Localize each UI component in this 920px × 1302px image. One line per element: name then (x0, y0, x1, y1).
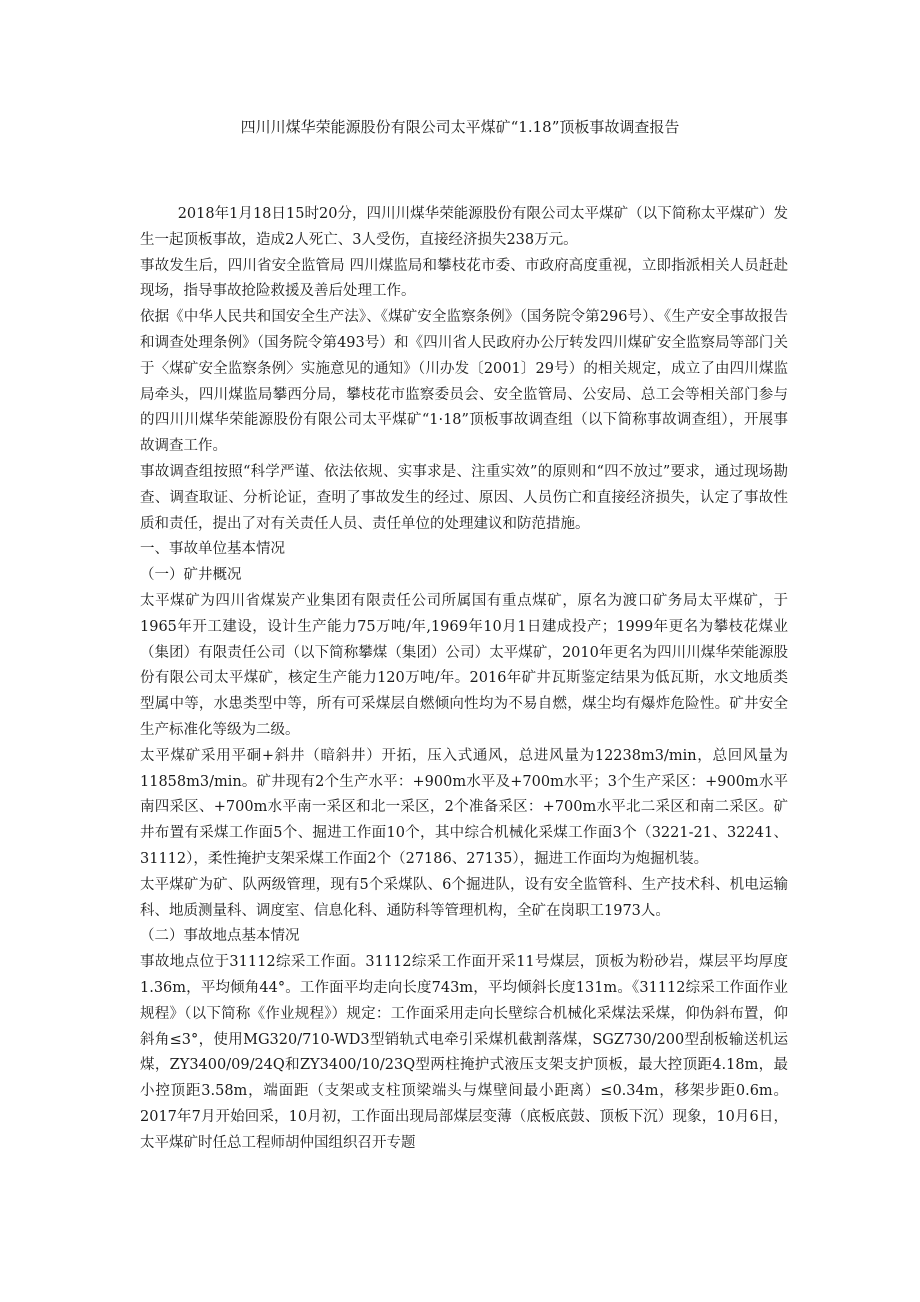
response-paragraph: 事故发生后，四川省安全监管局 四川煤监局和攀枝花市委、市政府高度重视，立即指派相关人员赶赴现场，指导事故抢险救援及善后处理工作。 (140, 257, 788, 300)
accident-site-paragraph: 事故地点位于31112综采工作面。31112综采工作面开采11号煤层，顶板为粉砂岩，煤层平均厚度1.36m，平均倾角44°。工作面平均走向长度743m，平均倾斜长度131m。《31112综采工作面作业规程》（以下简称《作业规程》）规定：工作面采用走向长壁综合机械化采煤法采煤，仰伪斜布置，仰斜角≤3°，使用MG320/710-WD3型销轨式电牵引采煤机截割落煤，SGZ730/200型刮板输送机运煤，ZY3400/09/24Q和ZY3400/10/23Q型两柱掩护式液压支架支护顶板，最大控顶距4.18m，最小控顶距3.58m，端面距（支架或支柱顶梁端头与煤壁间最小距离）≤0.34m，移架步距0.6m。2017年7月开始回采，10月初，工作面出现局部煤层变薄（底板底鼓、顶板下沉）现象，10月6日，太平煤矿时任总工程师胡仲国组织召开专题 (140, 954, 788, 1151)
subsection-heading: （二）事故地点基本情况 (140, 928, 300, 945)
legal-basis-paragraph: 依据《中华人民共和国安全生产法》、《煤矿安全监察条例》（国务院令第296号）、《生产安全事故报告和调查处理条例》（国务院令第493号）和《四川省人民政府办公厅转发四川煤矿安全监察局等部门关于〈煤矿安全监察条例〉实施意见的通知》（川办发〔2001〕29号）的相关规定，成立了由四川煤监局牵头，四川煤监局攀西分局，攀枝花市监察委员会、安全监管局、公安局、总工会等相关部门参与的四川川煤华荣能源股份有限公司太平煤矿“1·18”顶板事故调查组（以下简称事故调查组），开展事故调查工作。 (140, 309, 788, 455)
mine-management-paragraph: 太平煤矿为矿、队两级管理，现有5个采煤队、6个掘进队，设有安全监管科、生产技术科、机电运输科、地质测量科、调度室、信息化科、通防科等管理机构，全矿在岗职工1973人。 (140, 876, 788, 919)
investigation-paragraph: 事故调查组按照“科学严谨、依法依规、实事求是、注重实效”的原则和“四不放过”要求，通过现场勘查、调查取证、分析论证，查明了事故发生的经过、原因、人员伤亡和直接经济损失，认定了事故性质和责任，提出了对有关责任人员、责任单位的处理建议和防范措施。 (140, 463, 788, 532)
subsection-heading: （一）矿井概况 (140, 567, 242, 584)
mine-development-paragraph: 太平煤矿采用平硐+斜井（暗斜井）开拓，压入式通风，总进风量为12238m3/min，总回风量为11858m3/min。矿井现有2个生产水平：+900m水平及+700m水平；3个生产采区：+900m水平南四采区、+700m水平南一采区和北一采区，2个准备采区：+700m水平北二采区和南二采区。矿井布置有采煤工作面5个、掘进工作面10个，其中综合机械化采煤工作面3个（3221-21、32241、31112），柔性掩护支架采煤工作面2个（27186、27135），掘进工作面均为炮掘机装。 (140, 747, 788, 867)
report-body (140, 202, 788, 1156)
intro-paragraph: 2018年1月18日15时20分，四川川煤华荣能源股份有限公司太平煤矿（以下简称太平煤矿）发生一起顶板事故，造成2人死亡、3人受伤，直接经济损失238万元。 (140, 206, 788, 248)
mine-overview-paragraph: 太平煤矿为四川省煤炭产业集团有限责任公司所属国有重点煤矿，原名为渡口矿务局太平煤矿，于1965年开工建设，设计生产能力75万吨/年,1969年10月1日建成投产；1999年更名为攀枝花煤业（集团）有限责任公司（以下简称攀煤（集团）公司）太平煤矿，2010年更名为四川川煤华荣能源股份有限公司太平煤矿，核定生产能力120万吨/年。2016年矿井瓦斯鉴定结果为低瓦斯，水文地质类型属中等，水患类型中等，所有可采煤层自燃倾向性均为不易自燃，煤尘均有爆炸危险性。矿井安全生产标准化等级为二级。 (140, 592, 788, 738)
section-heading: 一、事故单位基本情况 (140, 541, 285, 558)
report-title: 四川川煤华荣能源股份有限公司太平煤矿“1.18”顶板事故调查报告 (240, 118, 680, 136)
